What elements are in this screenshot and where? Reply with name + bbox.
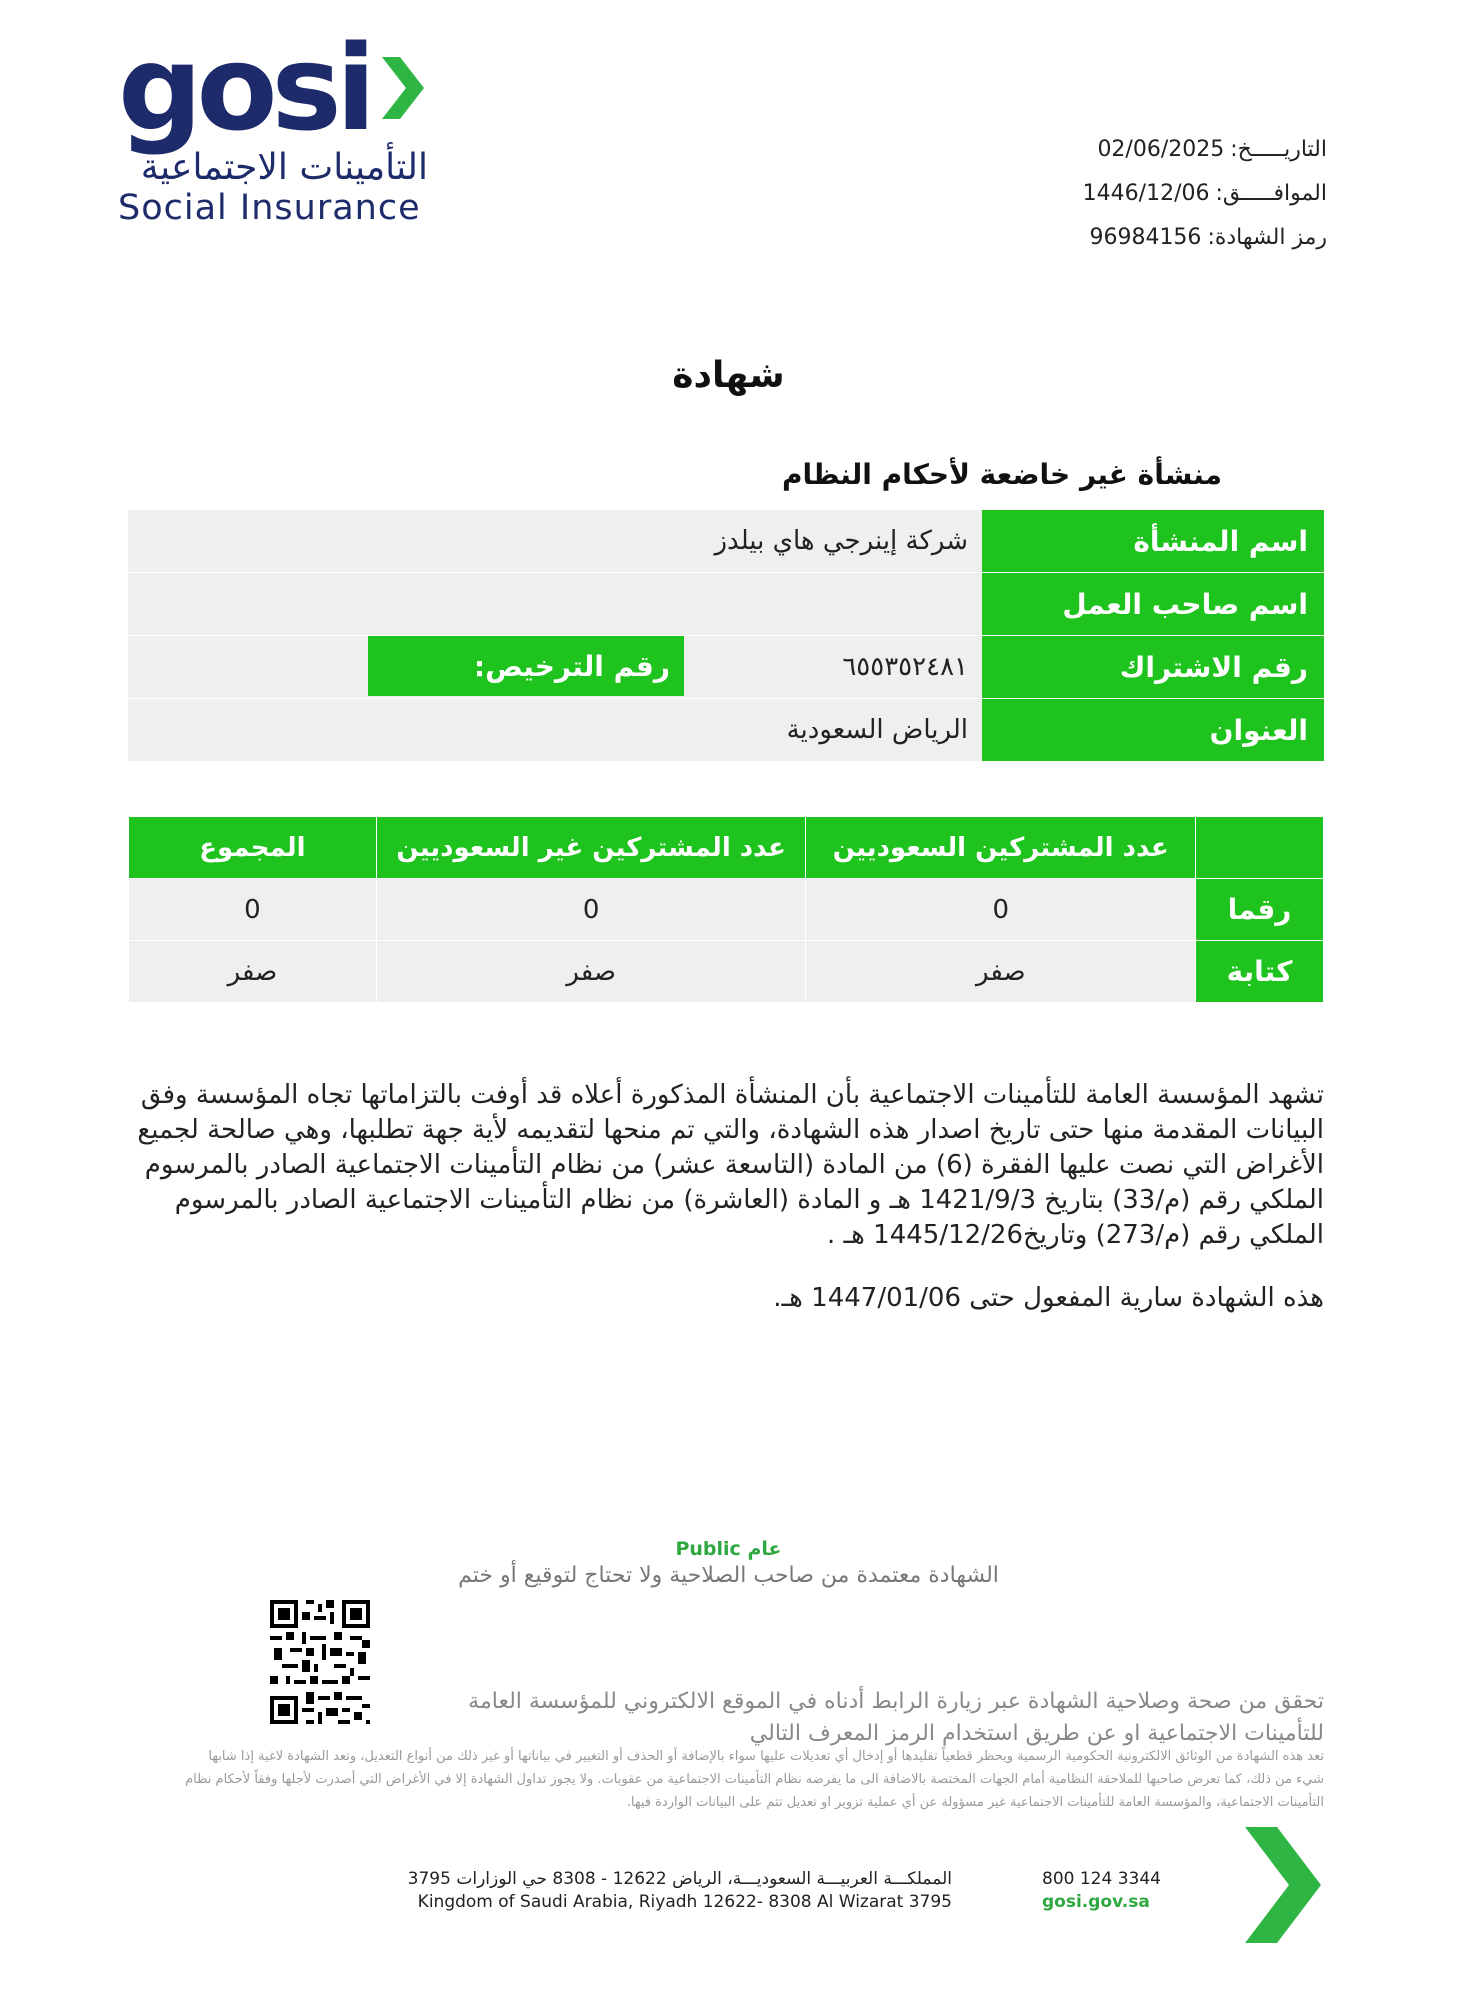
footer-phone: 800 124 3344 xyxy=(1042,1869,1161,1889)
footer-contact xyxy=(1042,1868,1161,1914)
column-header-empty xyxy=(1196,817,1324,879)
cert-code-value: 96984156 xyxy=(1089,225,1202,250)
address-value: الرياض السعودية xyxy=(128,699,982,761)
verification-instructions: تحقق من صحة وصلاحية الشهادة عبر زيارة الرابط أدناه في الموقع الالكتروني للمؤسسة العامة للتأمينات الاجتماعية او عن طريق استخدام الرمز المعرف التالي xyxy=(468,1689,1324,1746)
hijri-row xyxy=(1083,172,1327,216)
certificate-body-text: تشهد المؤسسة العامة للتأمينات الاجتماعية بأن المنشأة المذكورة أعلاه قد أوفت بالتزاماتها تجاه المؤسسة وفق البيانات المقدمة منها حتى تاريخ اصدار هذه الشهادة، والتي تم منحها لتقديمه لأية جهة تطلبها، وهي صالحة لجميع الأغراض التي نصت عليها الفقرة (6) من المادة (التاسعة عشر) من نظام التأمينات الاجتماعية الصادر بالمرسوم الملكي رقم (م/33) بتاريخ 1421/9/3 هـ و المادة (العاشرة) من نظام التأمينات الاجتماعية الصادر بالمرسوم الملكي رقم (م/273) وتاريخ1445/12/26 هـ . xyxy=(137,1080,1324,1250)
non-saudi-count-written: صفر xyxy=(376,941,806,1003)
validity-statement: هذه الشهادة سارية المفعول حتى 1447/01/06 هـ. xyxy=(773,1283,1324,1313)
subscribers-count-table xyxy=(128,816,1324,1003)
row-label-written: كتابة xyxy=(1196,941,1324,1003)
establishment-name-label: اسم المنشأة xyxy=(982,510,1324,572)
table-header-row xyxy=(129,817,1324,879)
establishment-info-table xyxy=(128,510,1324,762)
qr-code-icon xyxy=(270,1600,370,1724)
certificate-meta xyxy=(1083,128,1327,260)
date-row xyxy=(1083,128,1327,172)
logo-arabic-name: التأمينات الاجتماعية xyxy=(140,147,428,188)
table-row xyxy=(128,510,1324,572)
table-row xyxy=(128,636,1324,698)
footer-address xyxy=(408,1868,952,1914)
footer-website-link[interactable]: gosi.gov.sa xyxy=(1042,1892,1150,1912)
logo-wordmark-text: gosi xyxy=(118,19,371,157)
gosi-logo xyxy=(118,19,438,228)
subscription-number-value: ٦٥٥٣٥٢٤٨١ xyxy=(842,652,968,682)
classification-tag: Public عام xyxy=(675,1538,782,1560)
logo-english-name: Social Insurance xyxy=(118,188,421,228)
legal-disclaimer: تعد هذه الشهادة من الوثائق الالكترونية الحكومية الرسمية ويحظر قطعياً تقليدها أو إدخال أي تعديلات عليها سواء بالإضافة أو الحذف أو التغيير في بياناتها أو غير ذلك من أنواع التعديل، وتعد الشهادة لاغية إذا شابها شيء من ذلك، كما تعرض صاحبها للملاحقة النظامية أمام الجهات المختصة بالاضافة الى ما يفرضه نظام التأمينات الاجتماعية من عقوبات. ولا يجوز تداول الشهادة إلا في الأغراض التي أصدرت لأجلها وفقاً لأحكام نظام التأمينات الاجتماعية، والمؤسسة العامة للتأمينات الاجتماعية غير مسؤولة عن أي عملية تزوير او تعديل تتم على البيانات الواردة فيها. xyxy=(185,1749,1324,1810)
subscription-number-cell xyxy=(128,636,982,698)
employer-name-label: اسم صاحب العمل xyxy=(982,573,1324,635)
total-count-written: صفر xyxy=(129,941,377,1003)
brand-chevron-icon xyxy=(1243,1825,1323,1945)
table-row xyxy=(129,879,1324,941)
logo-wordmark xyxy=(118,19,438,157)
footer-address-arabic: المملكـــة العربيـــة السعوديـــة، الرياض 12622 - 8308 حي الوزارات 3795 xyxy=(407,1869,952,1889)
license-number-label: رقم الترخيص: xyxy=(368,636,684,696)
total-count: 0 xyxy=(129,879,377,941)
table-row xyxy=(129,941,1324,1003)
hijri-value: 1446/12/06 xyxy=(1082,181,1210,206)
saudi-count: 0 xyxy=(806,879,1196,941)
table-row xyxy=(128,573,1324,635)
hijri-label: الموافـــــق: xyxy=(1215,181,1327,206)
establishment-name-value: شركة إينرجي هاي بيلدز xyxy=(128,510,982,572)
row-label-numeric: رقما xyxy=(1196,879,1324,941)
column-header-non-saudi: عدد المشتركين غير السعوديين xyxy=(376,817,806,879)
address-label: العنوان xyxy=(982,699,1324,761)
page-title: شهادة xyxy=(672,355,785,396)
page-subtitle: منشأة غير خاضعة لأحكام النظام xyxy=(781,458,1222,491)
non-saudi-count: 0 xyxy=(376,879,806,941)
column-header-saudi: عدد المشتركين السعوديين xyxy=(806,817,1196,879)
logo-chevron-icon xyxy=(378,53,426,123)
date-value: 02/06/2025 xyxy=(1097,137,1225,162)
cert-code-label: رمز الشهادة: xyxy=(1207,225,1327,250)
column-header-total: المجموع xyxy=(129,817,377,879)
cert-code-row xyxy=(1083,216,1327,260)
footer-address-english: Kingdom of Saudi Arabia, Riyadh 12622- 8308 Al Wizarat 3795 xyxy=(417,1892,952,1912)
table-row xyxy=(128,699,1324,761)
employer-name-value xyxy=(128,573,982,635)
subscription-number-label: رقم الاشتراك xyxy=(982,636,1324,698)
saudi-count-written: صفر xyxy=(806,941,1196,1003)
date-label: التاريـــــخ: xyxy=(1230,137,1327,162)
approval-note: الشهادة معتمدة من صاحب الصلاحية ولا تحتاج لتوقيع أو ختم xyxy=(458,1563,999,1588)
